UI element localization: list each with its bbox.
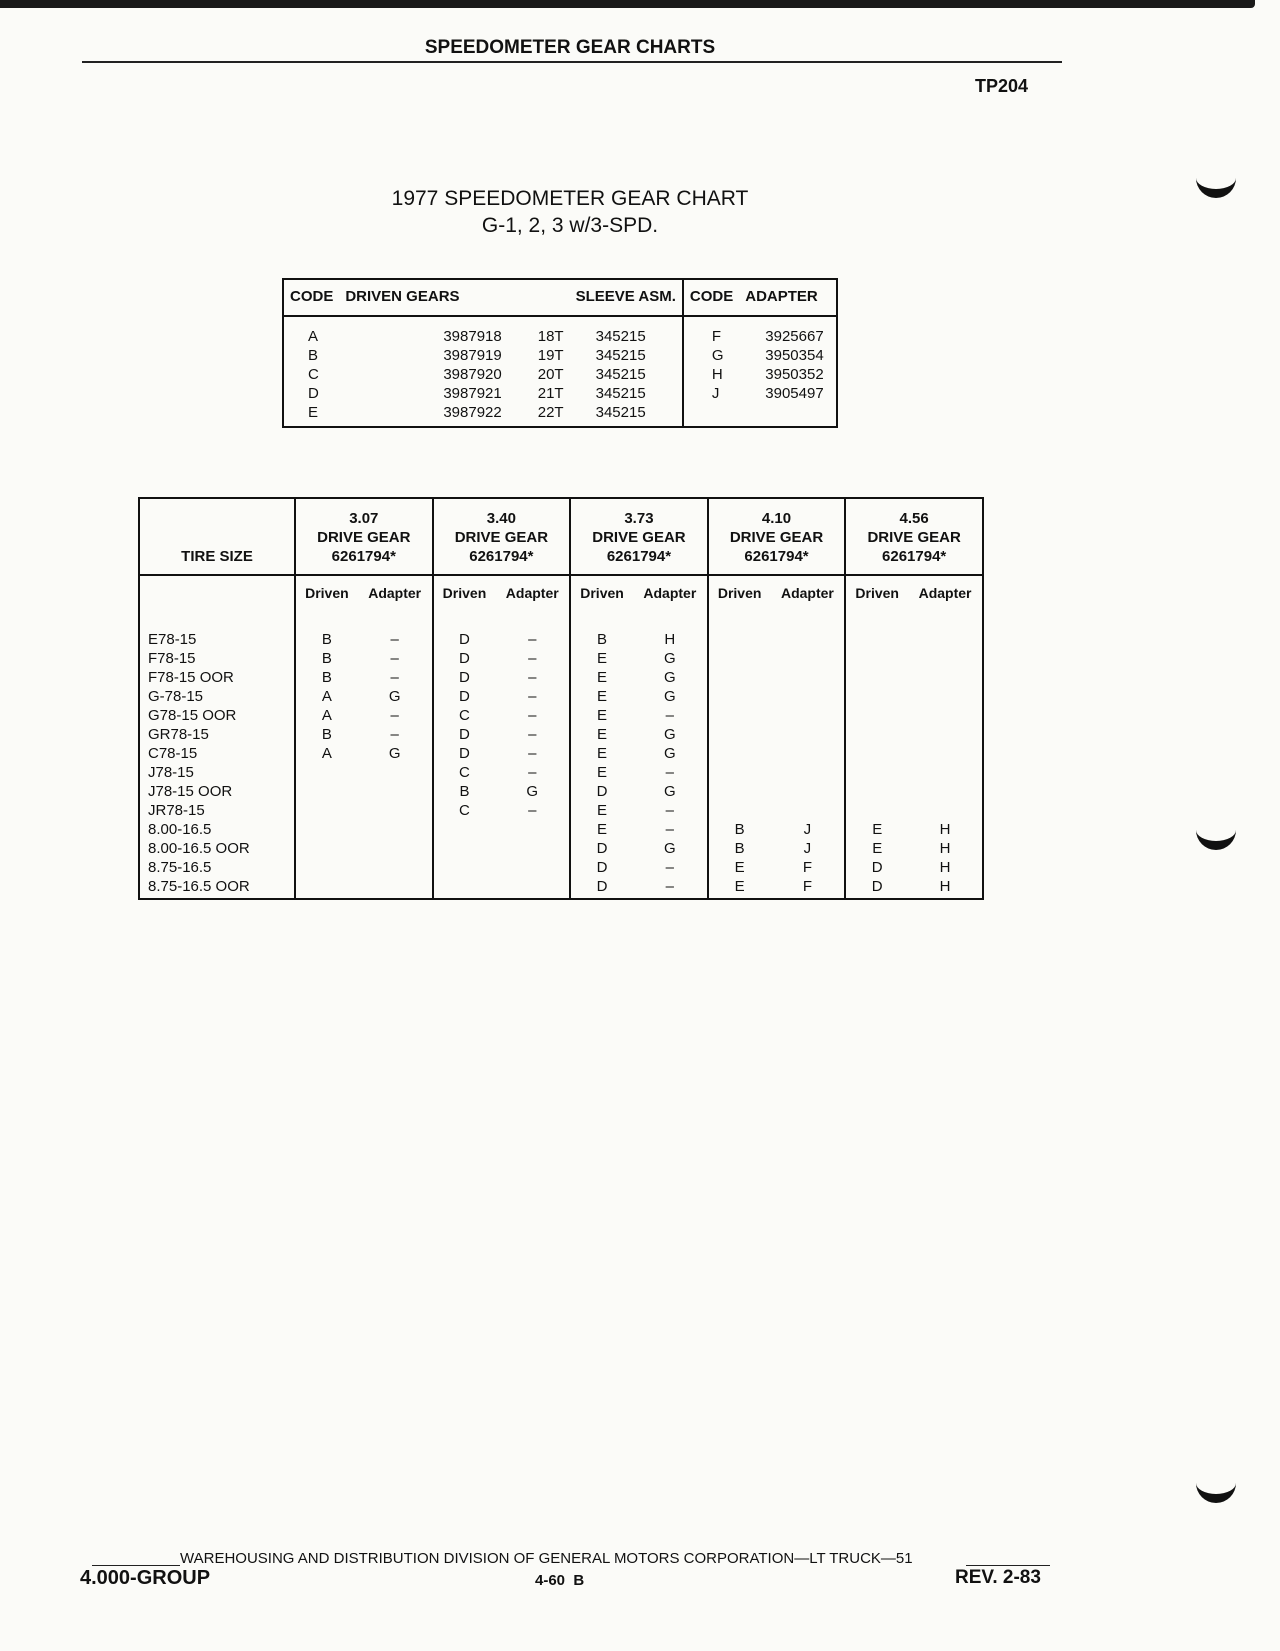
driven-code-cell: A — [295, 687, 358, 706]
gear-code-table — [282, 278, 838, 428]
driven-gear-part-cell: 3987918 — [443, 328, 502, 345]
driven-code-cell — [845, 725, 908, 744]
adapter-code-cell — [358, 782, 433, 801]
adapter-code-cell: J — [803, 840, 812, 857]
driven-code-cell: E — [708, 877, 771, 899]
table-spacer-row — [139, 613, 983, 630]
footer-revision: REV. 2-83 — [955, 1567, 1041, 1588]
adapter-code-cell — [358, 763, 433, 782]
driven-code-cell: C — [433, 763, 496, 782]
chart-title-line1: 1977 SPEEDOMETER GEAR CHART — [391, 187, 749, 210]
driven-code-cell: D — [433, 649, 496, 668]
adapter-header: ADAPTER — [739, 279, 836, 316]
adapter-code-cell: H — [664, 631, 676, 648]
tire-size-cell: E78-15 — [148, 631, 197, 648]
driven-code-cell — [295, 763, 358, 782]
driven-code-cell: E — [845, 839, 908, 858]
driven-code-cell — [295, 839, 358, 858]
spacer-cell — [908, 613, 983, 630]
sleeve-asm-cell: 345215 — [570, 365, 683, 384]
driven-code-cell — [845, 687, 908, 706]
driven-code-cell: B — [433, 782, 496, 801]
tire-gear-table — [138, 497, 984, 900]
driven-code-cell: E — [845, 820, 908, 839]
driven-code-cell — [708, 668, 771, 687]
adapter-code-cell — [495, 820, 570, 839]
adapter-code-cell: H — [939, 821, 951, 838]
driven-code-cell: A — [295, 744, 358, 763]
driven-code-cell — [295, 801, 358, 820]
driven-code-cell: D — [570, 858, 633, 877]
adapter-code-cell: G — [663, 726, 676, 743]
adapter-code-cell — [908, 763, 983, 782]
driven-code-cell: D — [433, 630, 496, 649]
adapter-code-cell — [358, 858, 433, 877]
adapter-code-cell: H — [939, 840, 951, 857]
adapter-code-cell: – — [528, 650, 537, 667]
binder-hole-middle — [1196, 815, 1236, 850]
adapter-part-cell: 3950354 — [765, 347, 824, 364]
driven-code-cell: D — [845, 858, 908, 877]
spacer-cell — [633, 613, 708, 630]
adapter-code-cell: – — [528, 802, 537, 819]
adapter-code-cell: – — [390, 707, 399, 724]
adapter-code-cell — [908, 801, 983, 820]
driven-code-cell: E — [708, 858, 771, 877]
adapter-subheader: Adapter — [908, 575, 983, 613]
driven-code-cell — [708, 744, 771, 763]
document-code: TP204 — [975, 76, 1029, 96]
tire-size-cell: GR78-15 — [148, 726, 209, 743]
sleeve-asm-header: SLEEVE ASM. — [570, 279, 683, 316]
sleeve-asm-cell: 345215 — [570, 384, 683, 403]
footer-line: WAREHOUSING AND DISTRIBUTION DIVISION OF GENERAL MOTORS CORPORATION—LT TRUCK—51 — [180, 1550, 913, 1567]
adapter-subheader: Adapter — [358, 575, 433, 613]
ratio-header-3-73 — [570, 498, 708, 575]
drive-gear-part: 6261794* — [744, 548, 809, 565]
driven-code-cell — [845, 782, 908, 801]
adapter-part-cell: 3925667 — [765, 328, 824, 345]
code-cell: C — [308, 366, 319, 383]
code-cell: A — [308, 328, 319, 345]
code-table-row — [283, 384, 837, 403]
code-cell: B — [308, 347, 319, 364]
teeth-cell: 21T — [537, 385, 564, 402]
adapter-code-cell: – — [665, 802, 674, 819]
driven-gear-part-cell: 3987921 — [443, 385, 502, 402]
table-row — [139, 630, 983, 649]
driven-code-cell: D — [433, 687, 496, 706]
adapter-code-cell: – — [665, 821, 674, 838]
driven-code-cell: D — [570, 839, 633, 858]
driven-code-cell — [295, 782, 358, 801]
table-row — [139, 744, 983, 763]
driven-code-cell — [708, 801, 771, 820]
adapter-code-cell: J — [711, 385, 720, 402]
adapter-code-cell: – — [665, 859, 674, 876]
driven-code-cell: E — [570, 649, 633, 668]
adapter-code-cell — [771, 744, 846, 763]
tire-size-cell: C78-15 — [148, 745, 198, 762]
adapter-code-cell — [908, 630, 983, 649]
adapter-code-cell: – — [528, 745, 537, 762]
driven-code-cell — [845, 649, 908, 668]
adapter-code-cell: H — [711, 366, 723, 383]
spacer-cell — [570, 613, 633, 630]
adapter-code-cell — [908, 744, 983, 763]
adapter-code-cell — [908, 668, 983, 687]
chart-title — [0, 185, 1140, 239]
adapter-code-cell: – — [528, 764, 537, 781]
adapter-code-cell: G — [526, 783, 539, 800]
drive-gear-label: DRIVE GEAR — [317, 529, 411, 546]
adapter-code-cell — [771, 725, 846, 744]
sleeve-asm-cell: 345215 — [570, 403, 683, 427]
code-cell: D — [308, 385, 319, 402]
tire-size-cell: 8.00-16.5 OOR — [148, 840, 250, 857]
adapter-code-cell: – — [528, 669, 537, 686]
teeth-cell: 20T — [537, 366, 564, 383]
adapter-code-cell: – — [390, 726, 399, 743]
driven-subheader: Driven — [295, 575, 358, 613]
ratio-value: 4.56 — [899, 510, 929, 527]
driven-subheader: Driven — [708, 575, 771, 613]
adapter-code-cell — [771, 630, 846, 649]
driven-code-cell: B — [570, 630, 633, 649]
driven-code-cell — [708, 706, 771, 725]
ratio-value: 3.07 — [349, 510, 379, 527]
adapter-code-cell — [771, 801, 846, 820]
code-header: CODE — [283, 279, 339, 316]
driven-code-cell — [708, 725, 771, 744]
spacer-cell — [708, 613, 771, 630]
driven-gear-part-cell: 3987919 — [443, 347, 502, 364]
teeth-cell: 19T — [537, 347, 564, 364]
top-edge-bar — [0, 0, 1255, 8]
driven-code-cell — [433, 877, 496, 899]
ratio-value: 3.73 — [624, 510, 654, 527]
adapter-code-cell: G — [663, 688, 676, 705]
driven-code-cell: E — [570, 744, 633, 763]
code-table-header-row — [283, 279, 837, 316]
table-row — [139, 706, 983, 725]
tire-size-cell: J78-15 OOR — [148, 783, 233, 800]
tire-size-subheader-blank — [139, 575, 295, 613]
adapter-code-cell: – — [665, 878, 674, 895]
driven-code-cell: D — [570, 877, 633, 899]
driven-subheader: Driven — [570, 575, 633, 613]
adapter-code-cell: – — [665, 707, 674, 724]
adapter-code-cell — [771, 763, 846, 782]
driven-code-cell — [708, 763, 771, 782]
adapter-code-cell — [683, 403, 739, 427]
adapter-code-cell — [495, 877, 570, 899]
adapter-code-cell: G — [663, 650, 676, 667]
adapter-code-cell: – — [665, 764, 674, 781]
adapter-code-cell: G — [663, 669, 676, 686]
adapter-code-cell — [771, 706, 846, 725]
driven-subheader: Driven — [845, 575, 908, 613]
footer-group: 4.000-GROUP — [80, 1567, 211, 1589]
adapter-code-cell — [908, 687, 983, 706]
adapter-code-cell — [358, 820, 433, 839]
driven-code-cell — [295, 877, 358, 899]
table-row — [139, 820, 983, 839]
driven-code-cell: C — [433, 706, 496, 725]
driven-code-cell — [433, 839, 496, 858]
code-table-row — [283, 403, 837, 427]
adapter-code-cell — [771, 782, 846, 801]
table-row — [139, 801, 983, 820]
spacer-cell — [295, 613, 358, 630]
teeth-cell: 22T — [537, 404, 564, 421]
drive-gear-part: 6261794* — [882, 548, 947, 565]
adapter-code-cell: H — [939, 878, 951, 895]
driven-code-cell — [295, 820, 358, 839]
driven-code-cell — [708, 782, 771, 801]
adapter-code-cell — [358, 839, 433, 858]
adapter-code-cell: F — [711, 328, 722, 345]
adapter-code-cell: G — [388, 745, 401, 762]
ratio-header-4-10 — [708, 498, 846, 575]
adapter-code-cell: G — [711, 347, 724, 364]
driven-code-cell: E — [570, 687, 633, 706]
code-table-row — [283, 316, 837, 346]
adapter-subheader: Adapter — [771, 575, 846, 613]
adapter-code-cell — [771, 649, 846, 668]
adapter-code-cell: – — [390, 631, 399, 648]
adapter-code-cell: H — [939, 859, 951, 876]
driven-code-cell — [708, 649, 771, 668]
driven-code-cell: D — [433, 744, 496, 763]
driven-code-cell — [845, 744, 908, 763]
adapter-code-cell: – — [528, 726, 537, 743]
adapter-code-cell — [358, 877, 433, 899]
adapter-subheader: Adapter — [633, 575, 708, 613]
adapter-code-cell: J — [803, 821, 812, 838]
table-row — [139, 649, 983, 668]
adapter-code-header: CODE — [683, 279, 739, 316]
adapter-code-cell — [908, 782, 983, 801]
tire-size-cell: F78-15 OOR — [148, 669, 234, 686]
binder-hole-top — [1196, 163, 1236, 198]
drive-gear-label: DRIVE GEAR — [867, 529, 961, 546]
spacer-cell — [433, 613, 496, 630]
adapter-code-cell: G — [388, 688, 401, 705]
driven-code-cell: E — [570, 725, 633, 744]
ratio-header-4-56 — [845, 498, 983, 575]
adapter-code-cell: – — [528, 707, 537, 724]
table-row — [139, 763, 983, 782]
ratio-header-row — [139, 498, 983, 575]
driven-adapter-header-row — [139, 575, 983, 613]
sleeve-asm-cell: 345215 — [570, 316, 683, 346]
adapter-code-cell — [495, 858, 570, 877]
driven-code-cell — [295, 858, 358, 877]
driven-code-cell — [708, 630, 771, 649]
adapter-code-cell — [771, 668, 846, 687]
ratio-value: 3.40 — [486, 510, 516, 527]
code-cell: E — [308, 404, 319, 421]
adapter-part-cell: 3950352 — [765, 366, 824, 383]
adapter-part-cell: 3905497 — [765, 385, 824, 402]
adapter-code-cell: G — [663, 840, 676, 857]
driven-code-cell: B — [295, 668, 358, 687]
table-row — [139, 668, 983, 687]
binder-hole-bottom — [1196, 1468, 1236, 1503]
table-row — [139, 877, 983, 899]
footer-rule-right — [966, 1565, 1050, 1566]
chart-title-line2: G-1, 2, 3 w/3-SPD. — [481, 214, 659, 237]
driven-code-cell: D — [433, 668, 496, 687]
table-row — [139, 839, 983, 858]
adapter-code-cell: – — [390, 669, 399, 686]
ratio-value: 4.10 — [761, 510, 792, 527]
driven-code-cell — [845, 706, 908, 725]
driven-code-cell — [845, 801, 908, 820]
header-rule — [82, 61, 1062, 63]
adapter-code-cell: G — [663, 783, 676, 800]
tire-size-cell: 8.00-16.5 — [148, 821, 212, 838]
driven-code-cell — [845, 763, 908, 782]
driven-code-cell: A — [295, 706, 358, 725]
adapter-code-cell — [908, 725, 983, 744]
driven-code-cell: C — [433, 801, 496, 820]
ratio-header-3-07 — [295, 498, 433, 575]
teeth-header — [508, 279, 570, 316]
driven-code-cell: E — [570, 763, 633, 782]
driven-code-cell: B — [295, 649, 358, 668]
driven-gears-header: DRIVEN GEARS — [339, 279, 507, 316]
driven-subheader: Driven — [433, 575, 496, 613]
drive-gear-part: 6261794* — [331, 548, 396, 565]
driven-code-cell — [433, 820, 496, 839]
driven-gear-part-cell: 3987922 — [443, 404, 502, 421]
code-table-row — [283, 365, 837, 384]
driven-code-cell: B — [708, 839, 771, 858]
footer-page: 4-60 B — [535, 1572, 585, 1589]
tire-size-cell: G78-15 OOR — [148, 707, 237, 724]
adapter-code-cell — [908, 706, 983, 725]
drive-gear-label: DRIVE GEAR — [454, 529, 549, 546]
spacer-cell — [771, 613, 846, 630]
driven-code-cell: B — [708, 820, 771, 839]
drive-gear-part: 6261794* — [469, 548, 534, 565]
teeth-cell: 18T — [537, 328, 564, 345]
driven-code-cell — [845, 668, 908, 687]
spacer-cell — [358, 613, 433, 630]
driven-code-cell — [433, 858, 496, 877]
table-row — [139, 725, 983, 744]
tire-size-cell: J78-15 — [148, 764, 194, 781]
adapter-subheader: Adapter — [495, 575, 570, 613]
driven-code-cell: B — [295, 630, 358, 649]
tire-size-cell: JR78-15 — [148, 802, 205, 819]
adapter-code-cell: – — [528, 631, 537, 648]
adapter-code-cell: G — [663, 745, 676, 762]
adapter-code-cell: F — [802, 859, 812, 876]
drive-gear-part: 6261794* — [606, 548, 672, 565]
adapter-code-cell — [771, 687, 846, 706]
page-header-title: SPEEDOMETER GEAR CHARTS — [424, 37, 716, 58]
spacer-cell — [139, 613, 295, 630]
ratio-header-3-40 — [433, 498, 571, 575]
driven-code-cell: E — [570, 668, 633, 687]
driven-gear-part-cell: 3987920 — [443, 366, 502, 383]
adapter-code-cell: F — [802, 878, 812, 895]
adapter-code-cell — [358, 801, 433, 820]
tire-size-header: TIRE SIZE — [181, 548, 253, 565]
driven-code-cell — [708, 687, 771, 706]
tire-size-cell: 8.75-16.5 — [148, 859, 212, 876]
drive-gear-label: DRIVE GEAR — [729, 529, 824, 546]
drive-gear-label: DRIVE GEAR — [592, 529, 686, 546]
table-row — [139, 687, 983, 706]
tire-size-cell: 8.75-16.5 OOR — [148, 878, 250, 895]
adapter-code-cell — [495, 839, 570, 858]
driven-code-cell: E — [570, 801, 633, 820]
driven-code-cell: B — [295, 725, 358, 744]
driven-code-cell: D — [845, 877, 908, 899]
tire-size-cell: G-78-15 — [148, 688, 204, 705]
spacer-cell — [845, 613, 908, 630]
driven-code-cell: E — [570, 820, 633, 839]
adapter-code-cell: – — [528, 688, 537, 705]
driven-code-cell — [845, 630, 908, 649]
adapter-code-cell: – — [390, 650, 399, 667]
driven-code-cell: D — [570, 782, 633, 801]
adapter-code-cell — [908, 649, 983, 668]
footer-rule-left — [92, 1565, 180, 1566]
table-row — [139, 782, 983, 801]
driven-code-cell: D — [433, 725, 496, 744]
tire-size-cell: F78-15 — [148, 650, 196, 667]
code-table-row — [283, 346, 837, 365]
spacer-cell — [495, 613, 570, 630]
table-row — [139, 858, 983, 877]
adapter-part-cell — [739, 403, 836, 427]
driven-code-cell: E — [570, 706, 633, 725]
sleeve-asm-cell: 345215 — [570, 346, 683, 365]
